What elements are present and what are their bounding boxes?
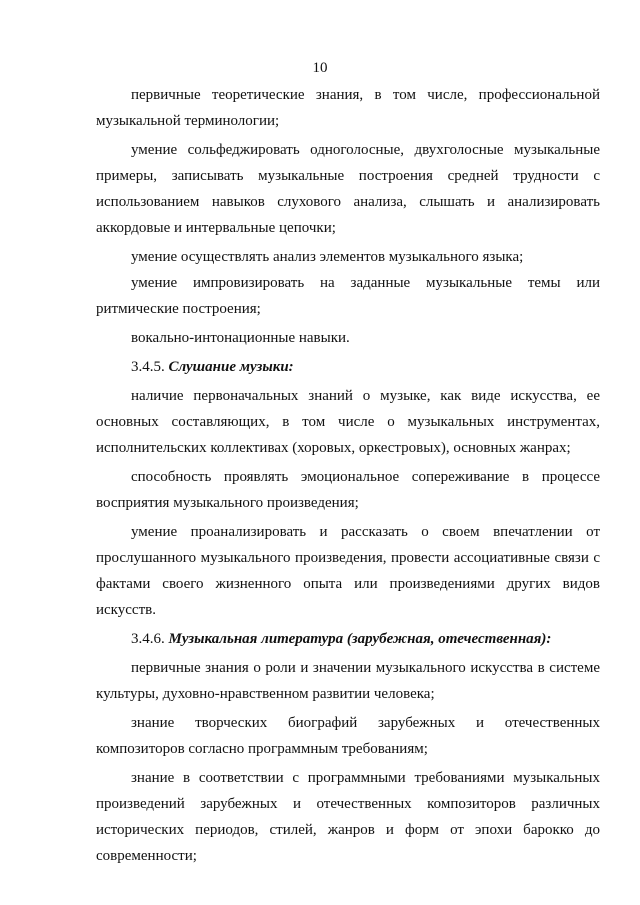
text-line: знание творческих биографий зарубежных и отечественных — [131, 715, 600, 731]
text-line: исторических периодов, стилей, жанров и форм от эпохи барокко до — [96, 822, 600, 838]
text-line: знание в соответствии с программными требованиями музыкальных — [131, 770, 600, 786]
section-title: Слушание музыки: — [168, 359, 294, 375]
text-line: первичные теоретические знания, в том числе, профессиональной — [131, 87, 600, 103]
text-line: первичные знания о роли и значении музыкального искусства в системе — [131, 660, 600, 676]
section-title: Музыкальная литература (зарубежная, отечественная): — [168, 631, 552, 647]
section-number: 3.4.5. — [131, 359, 165, 375]
text-line: основных составляющих, в том числе о музыкальных инструментах, — [96, 414, 600, 430]
text-line: умение проанализировать и рассказать о своем впечатлении от — [131, 524, 600, 540]
text-line: современности; — [96, 848, 197, 864]
text-line: вокально-интонационные навыки. — [131, 330, 350, 346]
text-line: аккордовые и интервальные цепочки; — [96, 220, 336, 236]
text-line: умение осуществлять анализ элементов музыкального языка; — [131, 249, 524, 265]
text-line: умение импровизировать на заданные музыкальные темы или — [131, 275, 600, 291]
section-number: 3.4.6. — [131, 631, 165, 647]
section-heading — [96, 354, 600, 380]
text-line: примеры, записывать музыкальные построения средней трудности с — [96, 168, 600, 184]
page-body — [96, 82, 600, 869]
section-heading — [96, 626, 600, 652]
text-line: способность проявлять эмоциональное сопереживание в процессе — [131, 469, 600, 485]
text-line: ритмические построения; — [96, 301, 261, 317]
text-line: произведений зарубежных и отечественных композиторов различных — [96, 796, 600, 812]
text-line: музыкальной терминологии; — [96, 113, 280, 129]
text-line: восприятия музыкального произведения; — [96, 495, 359, 511]
text-line: фактами своего жизненного опыта или произведениями других видов — [96, 576, 600, 592]
text-line: наличие первоначальных знаний о музыке, как виде искусства, ее — [131, 388, 600, 404]
text-line: исполнительских коллективах (хоровых, оркестровых), основных жанрах; — [96, 440, 571, 456]
text-line: культуры, духовно-нравственном развитии человека; — [96, 686, 435, 702]
text-line: умение сольфеджировать одноголосные, двухголосные музыкальные — [131, 142, 600, 158]
text-line: использованием навыков слухового анализа, слышать и анализировать — [96, 194, 600, 210]
page-number: 10 — [312, 60, 328, 76]
text-line: композиторов согласно программным требованиям; — [96, 741, 428, 757]
text-line: прослушанного музыкального произведения, провести ассоциативные связи с — [96, 550, 600, 566]
text-line: искусств. — [96, 602, 156, 618]
